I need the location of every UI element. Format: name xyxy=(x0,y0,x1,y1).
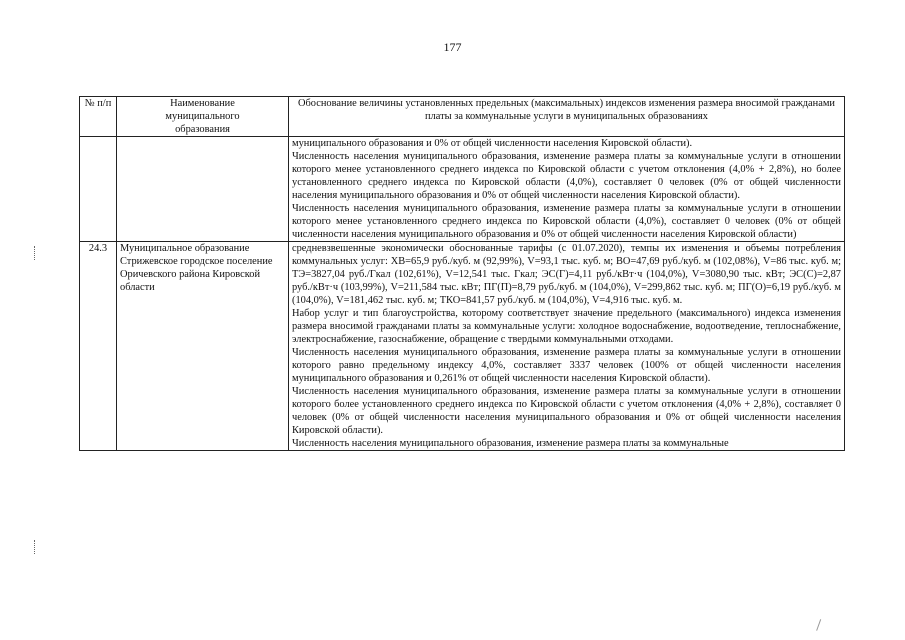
margin-mark xyxy=(34,246,36,260)
paragraph: Набор услуг и тип благоустройства, которому соответствует значение предельного (максимального) индекса изменения размера вносимой гражданами платы за коммунальные услуги: холодное водоснабжение, водоотведение, теплоснабжение, электроснабжение, газоснабжение, обращение с твердыми коммунальными отходами. xyxy=(292,308,841,345)
page-number: 177 xyxy=(443,40,462,54)
header-basis: Обоснование величины установленных предельных (максимальных) индексов изменения размера вносимой гражданами платы за коммунальные услуги в муниципальных образованиях xyxy=(289,97,845,137)
header-name: Наименование муниципального образования xyxy=(117,97,289,137)
paragraph: Численность населения муниципального образования, изменение размера платы за коммунальные услуги в отношении которого более установленного среднего индекса по Кировской области с учетом отклонения (4,0% + 2,8%), составляет 0 человек (0% от общей численности населения муниципального образования и 0% от общей численности населения Кировской области). xyxy=(292,386,841,436)
scan-mark xyxy=(816,619,827,633)
tariff-table xyxy=(79,96,845,451)
paragraph: Численность населения муниципального образования, изменение размера платы за коммунальные услуги в отношении которого равно предельному индексу 4,0%, составляет 3337 человек (100% от общей численности населения муниципального образования и 0,261% от общей численности населения Кировской области). xyxy=(292,347,841,384)
row-number: 24.3 xyxy=(80,242,117,451)
table-row xyxy=(80,242,845,451)
paragraph: средневзвешенные экономически обоснованные тарифы (с 01.07.2020), темпы их изменения и объемы потребления коммунальных услуг: ХВ=65,9 руб./куб. м (92,99%), V=93,1 тыс. куб. м; ВО=47,69 руб./куб. м (102,08%), V=86 тыс. куб. м; ТЭ=3827,04 руб./Гкал (102,61%), V=12,541 тыс. Гкал; ЭС(Г)=4,11 руб./кВт·ч (104,0%), V=3080,90 тыс. кВт; ЭС(С)=2,87 руб./кВт·ч (103,99%), V=211,584 тыс. кВт; ПГ(П)=8,79 руб./куб. м (104,0%), V=299,862 тыс. куб. м; ПГ(О)=6,19 руб./куб. м (104,0%), V=181,462 тыс. куб. м; ТКО=841,57 руб./куб. м (104,0%), V=4,916 тыс. куб. м. xyxy=(292,243,841,306)
margin-mark xyxy=(34,540,36,554)
header-num: № п/п xyxy=(80,97,117,137)
table-header-row xyxy=(80,97,845,137)
paragraph: муниципального образования и 0% от общей численности населения Кировской области). xyxy=(292,138,693,149)
cell-basis xyxy=(289,137,845,242)
table-row-continuation xyxy=(80,137,845,242)
cell-name xyxy=(117,137,289,242)
paragraph: Численность населения муниципального образования, изменение размера платы за коммунальные xyxy=(292,438,729,449)
municipality-name: Муниципальное образование Стрижевское городское поселение Оричевского района Кировской области xyxy=(117,242,289,451)
cell-basis xyxy=(289,242,845,451)
paragraph: Численность населения муниципального образования, изменение размера платы за коммунальные услуги в отношении которого менее установленного среднего индекса по Кировской области (4,0%), составляет 0 человек (0% от общей численности населения муниципального образования и 0% от общей численности населения Кировской области) xyxy=(292,203,841,240)
cell-num xyxy=(80,137,117,242)
paragraph: Численность населения муниципального образования, изменение размера платы за коммунальные услуги в отношении которого менее установленного среднего индекса по Кировской области с учетом отклонения (4,0% + 2,8%), но более установленного среднего индекса по Кировской области (4,0%), составляет 0 человек (0% от общей численности населения муниципального образования и 0% от общей численности населения Кировской области). xyxy=(292,151,841,201)
